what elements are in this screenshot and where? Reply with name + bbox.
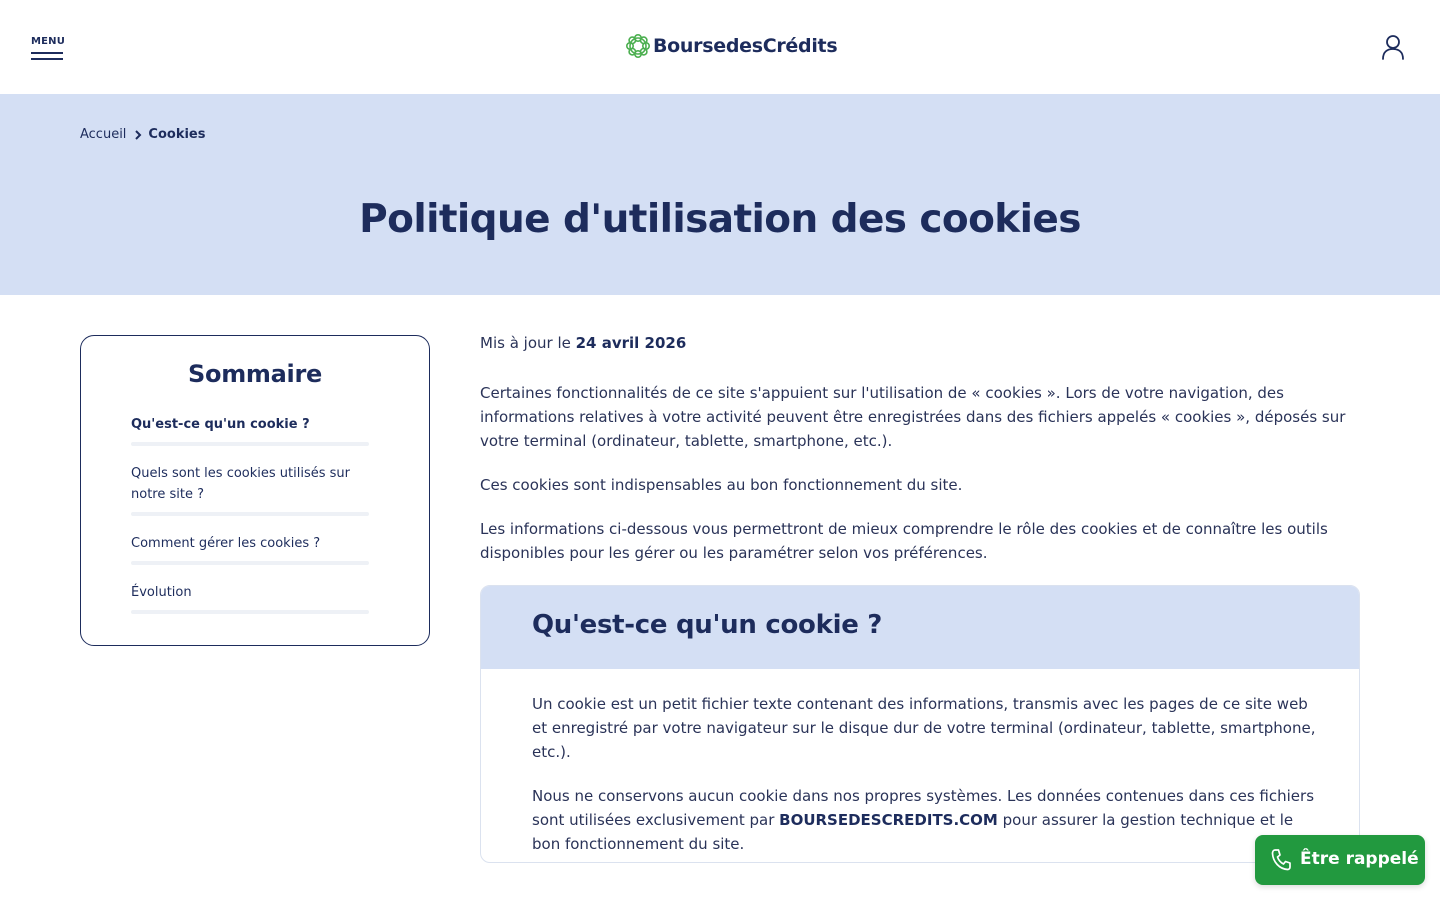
callback-button[interactable] — [1255, 835, 1425, 885]
toc-item-cookies-used[interactable]: Quels sont les cookies utilisés sur notre site ? — [131, 466, 351, 502]
section-text: pour assurer la gestion technique et le bon fonctionnement du site. — [532, 811, 1294, 853]
section-body — [532, 692, 1322, 856]
intro-paragraph: Ces cookies sont indispensables au bon fonctionnement du site. — [480, 476, 963, 494]
menu-label: MENU — [31, 36, 66, 47]
logo-flower-icon — [625, 33, 651, 59]
site-name: BOURSEDESCREDITS.COM — [779, 811, 998, 829]
section-title: Qu'est-ce qu'un cookie ? — [532, 610, 883, 640]
chevron-right-icon — [134, 130, 142, 140]
toc-divider — [131, 610, 369, 614]
section-header — [481, 586, 1360, 669]
toc-title: Sommaire — [188, 360, 322, 388]
intro-paragraph: Les informations ci-dessous vous permettront de mieux comprendre le rôle des cookies et de connaître les outils disponibles pour les gérer ou les paramétrer selon vos préférences. — [480, 520, 1328, 562]
section-text: Nous ne conservons aucun cookie dans nos propres systèmes. Les données contenues dans ces fichiers sont utilisées exclusivement par — [532, 787, 1315, 829]
phone-icon — [1270, 848, 1292, 872]
hamburger-line — [31, 52, 63, 54]
section-what-is-cookie — [480, 585, 1360, 863]
intro-paragraph: Certaines fonctionnalités de ce site s'appuient sur l'utilisation de « cookies ». Lors de votre navigation, des informations relatives à votre activité peuvent être enregistrées dans des fichiers appelés « cookies », déposés sur votre terminal (ordinateur, tablette, smartphone, etc.). — [480, 384, 1346, 450]
toc-divider — [131, 442, 369, 446]
toc-item-manage-cookies[interactable]: Comment gérer les cookies ? — [131, 536, 321, 551]
account-button[interactable] — [1381, 34, 1405, 60]
breadcrumb — [80, 127, 205, 142]
section-paragraph — [532, 784, 1322, 856]
toc-divider — [131, 561, 369, 565]
breadcrumb-home-link[interactable]: Accueil — [80, 127, 127, 142]
user-icon — [1381, 34, 1405, 60]
menu-button[interactable] — [31, 36, 66, 62]
updated-date — [480, 331, 686, 355]
updated-date-value: 24 avril 2026 — [575, 334, 687, 352]
toc-item-evolution[interactable]: Évolution — [131, 585, 192, 600]
updated-prefix: Mis à jour le — [480, 334, 571, 352]
hero-banner — [0, 94, 1440, 295]
toc-item-what-is-cookie[interactable]: Qu'est-ce qu'un cookie ? — [131, 417, 310, 432]
hamburger-line — [31, 58, 63, 60]
logo-text: BoursedesCrédits — [653, 35, 838, 57]
page-title: Politique d'utilisation des cookies — [359, 197, 1081, 242]
table-of-contents — [80, 335, 430, 646]
site-header — [0, 0, 1440, 94]
breadcrumb-current: Cookies — [148, 127, 206, 142]
section-paragraph: Un cookie est un petit fichier texte contenant des informations, transmis avec les pages de ce site web et enregistré par votre navigateur sur le disque dur de votre terminal (ordinateur, tablette, smartphone, etc.). — [532, 695, 1316, 761]
site-logo[interactable] — [625, 32, 837, 60]
callback-label: Être rappelé — [1300, 849, 1419, 869]
toc-divider — [131, 512, 369, 516]
